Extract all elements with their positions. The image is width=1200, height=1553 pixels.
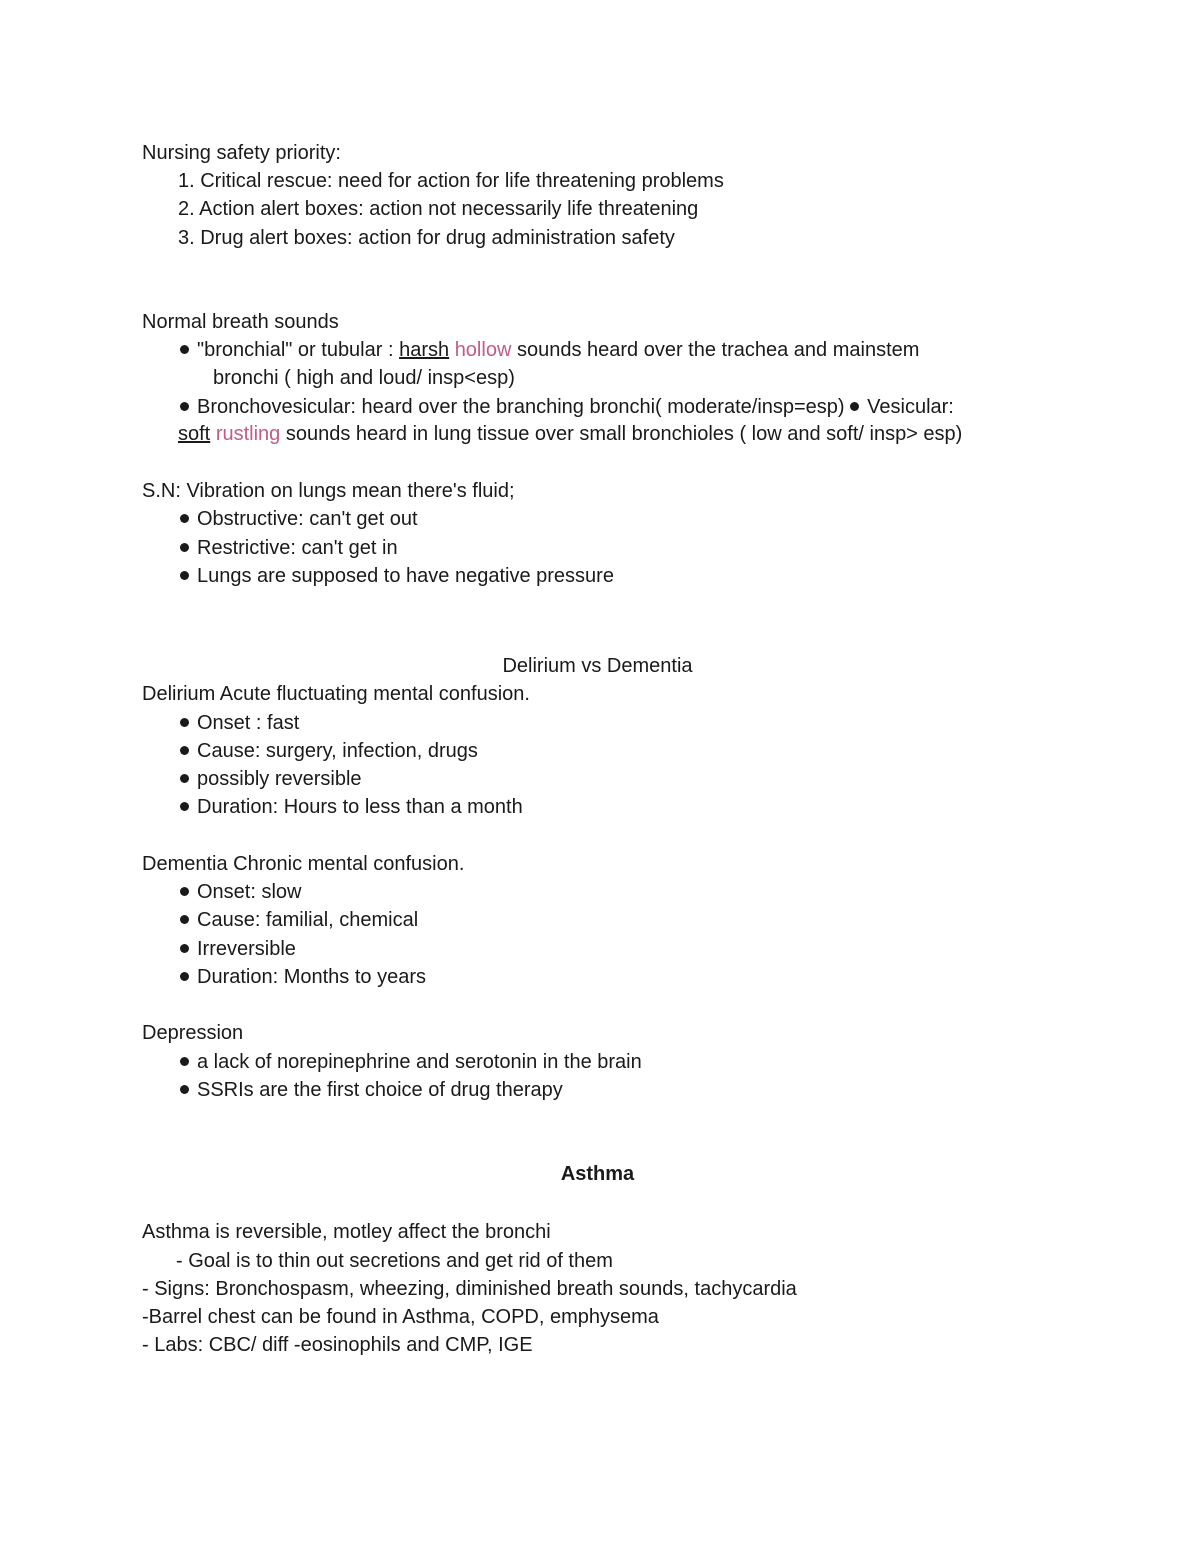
list-item [180,880,301,904]
breath-heading: Normal breath sounds [142,311,339,333]
list-item [180,1078,563,1102]
list-item [180,1050,642,1074]
soft-word: soft [178,423,211,445]
depression-heading: Depression [142,1022,244,1044]
list-item [180,795,523,819]
bronchovesicular-text: Bronchovesicular: heard over the branching bronchi( moderate/insp=esp) [197,396,851,418]
asthma-line: -Barrel chest can be found in Asthma, COPD, emphysema [142,1306,659,1328]
delirium-heading: Delirium Acute fluctuating mental confusion. [142,683,530,705]
bullet-icon [180,887,189,896]
harsh-word: harsh [399,339,450,361]
bullet-icon [180,1057,189,1066]
vesicular-label: Vesicular: [867,396,954,418]
asthma-title: Asthma [560,1163,635,1185]
bullet-icon [180,571,189,580]
bullet-icon [850,402,859,411]
vesicular-rest: sounds heard in lung tissue over small bronchioles ( low and soft/ insp> esp) [280,423,963,445]
list-item [180,965,426,989]
list-item [180,564,614,588]
list-item [180,908,418,932]
bronchial-prefix: "bronchial" or tubular : [197,339,400,361]
bullet-icon [180,774,189,783]
list-item-text: SSRIs are the first choice of drug therapy [197,1079,563,1101]
list-item-text: Cause: familial, chemical [197,909,419,931]
list-item-text: Lungs are supposed to have negative pressure [197,565,614,587]
breath-bronchovesicular-line [180,395,954,419]
list-item-text: Onset: slow [197,881,302,903]
bullet-icon [180,514,189,523]
bronchial-rest: sounds heard over the trachea and mainstem [511,339,920,361]
list-item [180,937,296,961]
asthma-line: - Labs: CBC/ diff -eosinophils and CMP, IGE [142,1334,533,1356]
bullet-icon [180,802,189,811]
list-item-text: Irreversible [197,938,296,960]
hollow-word: hollow [454,339,512,361]
bullet-icon [180,543,189,552]
list-item [180,711,299,735]
bullet-icon [180,915,189,924]
nursing-heading: Nursing safety priority: [142,142,341,164]
asthma-line: - Signs: Bronchospasm, wheezing, diminished breath sounds, tachycardia [142,1278,797,1300]
list-item-text: Restrictive: can't get in [197,537,398,559]
bullet-icon [180,944,189,953]
section-title: Delirium vs Dementia [502,655,693,677]
list-item-text: possibly reversible [197,768,362,790]
nursing-item: 3. Drug alert boxes: action for drug administration safety [178,227,675,249]
bullet-icon [180,718,189,727]
list-item [180,536,398,560]
breath-bronchial-cont: bronchi ( high and loud/ insp<esp) [213,367,515,389]
bullet-icon [180,972,189,981]
bullet-icon [180,1085,189,1094]
nursing-item: 1. Critical rescue: need for action for life threatening problems [178,170,724,192]
rustling-word: rustling [215,423,281,445]
list-item-text: a lack of norepinephrine and serotonin in the brain [197,1051,642,1073]
bullet-icon [180,402,189,411]
list-item [180,739,478,763]
list-item [180,767,362,791]
bullet-icon [180,746,189,755]
nursing-item: 2. Action alert boxes: action not necessarily life threatening [178,198,699,220]
list-item-text: Onset : fast [197,712,300,734]
list-item-text: Duration: Months to years [197,966,426,988]
breath-bronchial-line [180,338,919,362]
list-item-text: Cause: surgery, infection, drugs [197,740,478,762]
list-item-text: Obstructive: can't get out [197,508,418,530]
list-item-text: Duration: Hours to less than a month [197,796,523,818]
dementia-heading: Dementia Chronic mental confusion. [142,853,465,875]
asthma-line: Asthma is reversible, motley affect the bronchi [142,1221,551,1243]
asthma-line: - Goal is to thin out secretions and get rid of them [176,1250,613,1272]
sn-heading: S.N: Vibration on lungs mean there's fluid; [142,480,515,502]
bullet-icon [180,345,189,354]
breath-vesicular-line [178,422,962,446]
list-item [180,507,418,531]
